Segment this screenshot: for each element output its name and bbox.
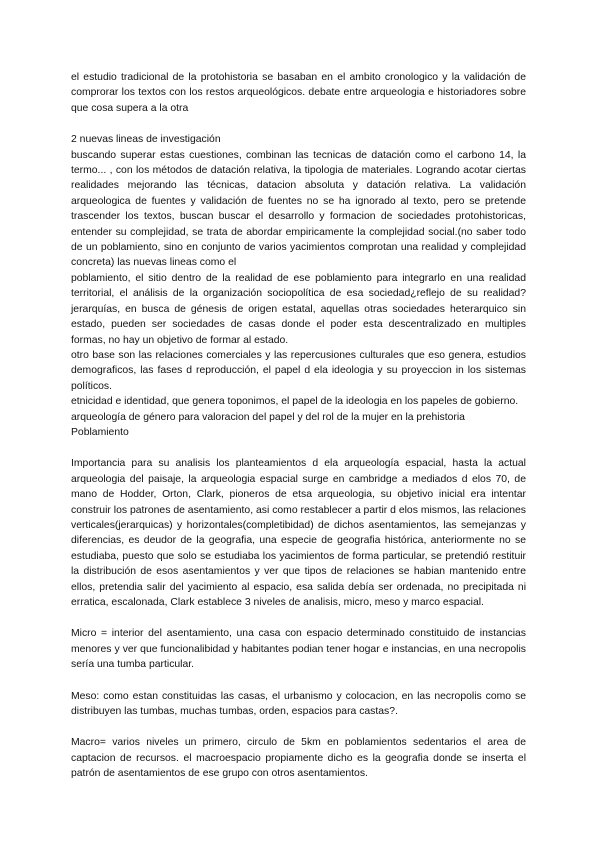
paragraph-arqueologia-espacial: Importancia para su analisis los planteamientos d ela arqueología espacial, hasta la actual arqueologia del paisaje, la arqueologia espacial surge en cambridge a mediados d elos 70, de mano de Hodder, Orton, Clark, pioneros de etsa arqueologia, su objetivo inicial era intentar construir los patrones de asentamiento, asi como restablecer a partir d elos mismos, las relaciones verticales(jerarquicas) y horizontales(completibidad) de dichos asentamientos, las semejanzas y diferencias, es deudor de la geografia, una especie de geografia histórica, anteriormente no se estudiaba, puesto que solo se estudiaba los yacimientos de forma particular, se pretendió restituir la distribución de esos asentamientos y ver que tipos de relaciones se habian mantenido entre ellos, pretendia salir del yacimiento al espacio, esa salida debía ser ordenada, no precipitada ni erratica, escalonada, Clark establece 3 niveles de analisis, micro, meso y marco espacial. <box>71 458 526 608</box>
paragraph-relaciones-comerciales: otro base son las relaciones comerciales y las repercusiones culturales que eso genera, estudios demograficos, las fases d reproducción, el papel d ela ideologia y su proyeccion in los sistemas políticos. <box>71 349 526 392</box>
paragraph-gap <box>71 440 526 456</box>
heading-poblamiento: Poblamiento <box>71 426 129 438</box>
heading-nuevas-lineas: 2 nuevas lineas de investigación <box>71 134 221 146</box>
paragraph-gap <box>71 116 526 132</box>
paragraph-genero: arqueología de género para valoracion del papel y del rol de la mujer en la prehistoria <box>71 411 465 423</box>
paragraph-gap <box>71 610 526 626</box>
paragraph-macro: Macro= varios niveles un primero, circulo de 5km en poblamientos sedentarios el area de captacion de recursos. el macroespacio propiamente dicho es la geografia donde se inserta el patrón de asentamientos de ese grupo con otros asentamientos. <box>71 737 526 780</box>
paragraph-gap <box>71 719 526 735</box>
document-body <box>71 70 526 782</box>
paragraph-poblamiento-territorial: poblamiento, el sitio dentro de la realidad de ese poblamiento para integrarlo en una realidad territorial, el análisis de la organización sociopolítica de esa sociedad¿reflejo de su realidad? jerarquías, en busca de génesis de origen estatal, aquellas otras sociedades heterarquico sin estado, pueden ser sociedades de casas donde el poder esta descentralizado en multiples formas, no hay un objetivo de formar al estado. <box>71 272 526 346</box>
paragraph-micro: Micro = interior del asentamiento, una casa con espacio determinado constituido de instancias menores y ver que funcionalibidad y habitantes podian tener hogar e instancias, en una necropolis sería una tumba particular. <box>71 628 526 671</box>
paragraph-datacion: buscando superar estas cuestiones, combinan las tecnicas de datación como el carbono 14, la termo... , con los métodos de datación relativa, la tipologia de materiales. Logrando acotar ciertas realidades mejorando las técnicas, datacion absoluta y datación relativa. La validación arqueologica de fuentes y validación de fuentes no se ha ignorado al texto, pero se pretende trascender los textos, buscan buscar el desarrollo y formacion de sociedades protohistoricas, entender su complejidad, se trata de abordar empiricamente la complejidad social.(no saber todo de un poblamiento, sino en conjunto de varios yacimientos comprotan una realidad y complejidad concreta) las nuevas lineas como el <box>71 149 526 269</box>
paragraph-protohistoria-intro: el estudio tradicional de la protohistoria se basaban en el ambito cronologico y la validación de comprorar los textos con los restos arqueológicos. debate entre arqueologia e historiadores sobre que cosa supera a la otra <box>71 72 526 114</box>
paragraph-etnicidad: etnicidad e identidad, que genera toponimos, el papel de la ideologia en los papeles de gobierno. <box>71 396 519 408</box>
paragraph-meso: Meso: como estan constituidas las casas, el urbanismo y colocacion, en las necropolis como se distribuyen las tumbas, muchas tumbas, orden, espacios para castas?. <box>71 690 526 718</box>
paragraph-gap <box>71 673 526 689</box>
